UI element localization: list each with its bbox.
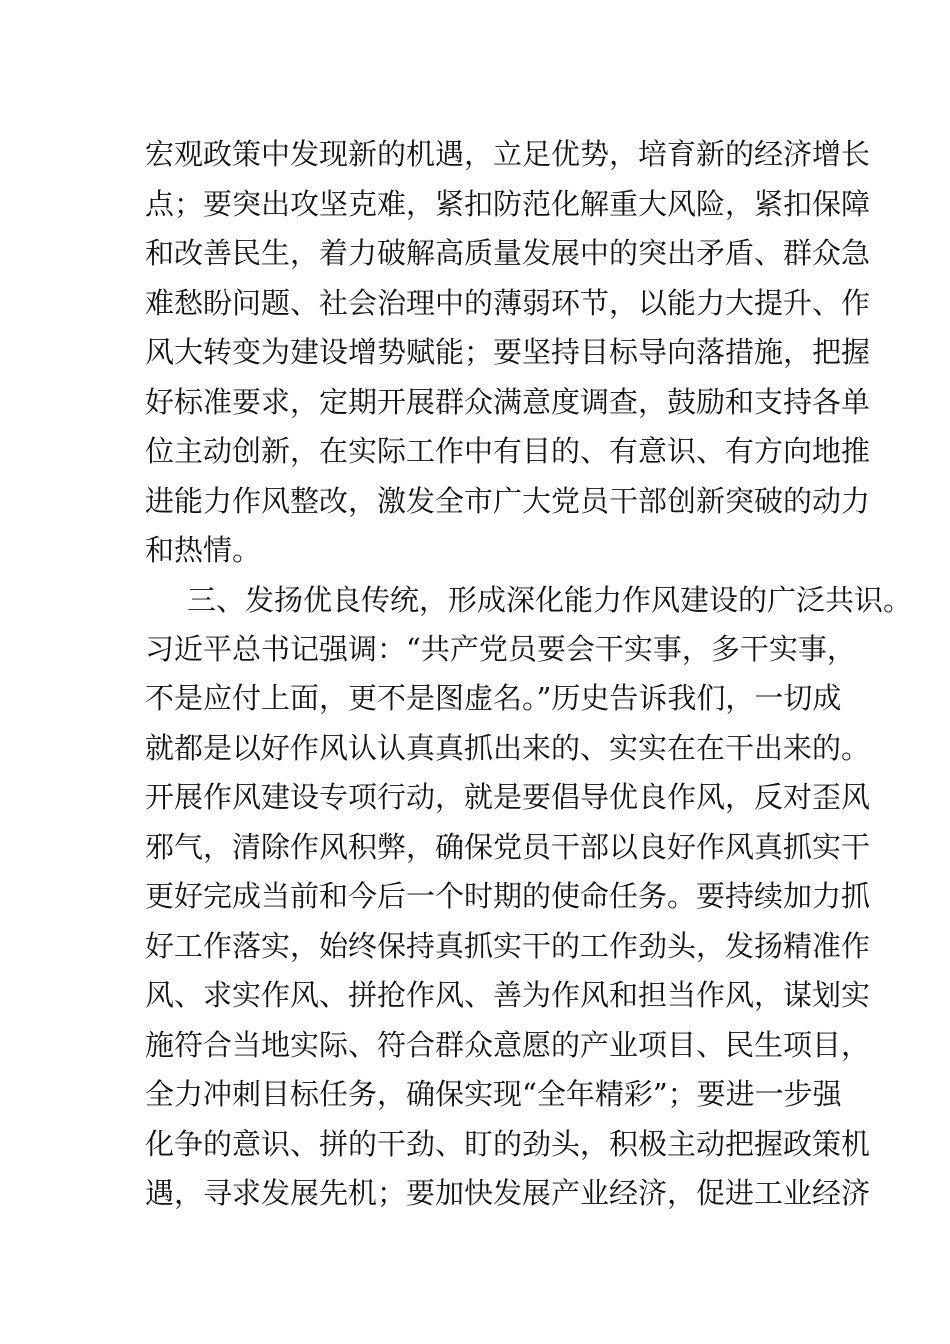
text-line: 位主动创新，在实际工作中有目的、有意识、有方向地推 xyxy=(145,434,871,468)
text-line: 点；要突出攻坚克难，紧扣防范化解重大风险，紧扣保障 xyxy=(145,187,871,221)
text-line: 开展作风建设专项行动，就是要倡导优良作风，反对歪风 xyxy=(145,780,871,814)
text-line: 和热情。 xyxy=(145,533,262,567)
text-line: 邪气，清除作风积弊，确保党员干部以良好作风真抓实干 xyxy=(145,830,871,864)
text-line: 风、求实作风、拼抢作风、善为作风和担当作风，谋划实 xyxy=(145,978,871,1012)
text-line: 风大转变为建设增势赋能；要坚持目标导向落措施，把握 xyxy=(145,335,871,369)
text-line: 遇，寻求发展先机；要加快发展产业经济，促进工业经济 xyxy=(145,1176,871,1210)
section-heading: 三、发扬优良传统，形成深化能力作风建设的广泛共识。 xyxy=(187,583,913,617)
text-line: 全力冲刺目标任务，确保实现“全年精彩”；要进一步强 xyxy=(145,1077,842,1111)
text-line: 难愁盼问题、社会治理中的薄弱环节，以能力大提升、作 xyxy=(145,286,871,320)
text-line: 化争的意识、拼的干劲、盯的劲头，积极主动把握政策机 xyxy=(145,1127,871,1161)
text-line: 好标准要求，定期开展群众满意度调查，鼓励和支持各单 xyxy=(145,385,871,419)
text-line: 更好完成当前和今后一个时期的使命任务。要持续加力抓 xyxy=(145,879,871,913)
text-line: 和改善民生，着力破解高质量发展中的突出矛盾、群众急 xyxy=(145,236,871,270)
text-line: 不是应付上面，更不是图虚名。”历史告诉我们，一切成 xyxy=(145,681,842,715)
text-line: 就都是以好作风认认真真抓出来的、实实在在干出来的。 xyxy=(145,731,871,765)
text-line: 进能力作风整改，激发全市广大党员干部创新突破的动力 xyxy=(145,484,871,518)
text-line: 施符合当地实际、符合群众意愿的产业项目、民生项目， xyxy=(145,1028,871,1062)
text-line: 好工作落实，始终保持真抓实干的工作劲头，发扬精准作 xyxy=(145,929,871,963)
text-line: 习近平总书记强调：“共产党员要会干实事，多干实事， xyxy=(145,632,856,666)
text-line: 宏观政策中发现新的机遇，立足优势，培育新的经济增长 xyxy=(145,137,871,171)
